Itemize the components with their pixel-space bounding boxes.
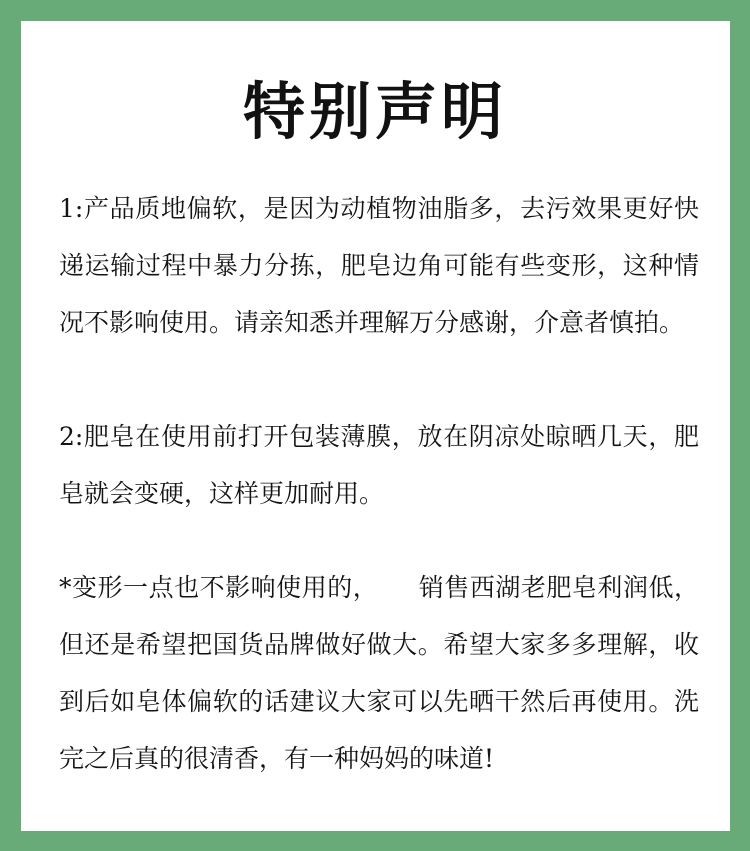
notice-paragraph-3-start: *变形一点也不影响使用的， [59, 573, 379, 602]
notice-paragraph-3-rest: 销售西湖老肥皂利润低，但还是希望把国货品牌做好做大。希望大家多多理解，收到后如皂体偏软的话建议大家可以先晒干然后再使用。洗完之后真的很清香，有一种妈妈的味道! [59, 573, 699, 773]
notice-paragraph-1: 1:产品质地偏软，是因为动植物油脂多，去污效果更好快递运输过程中暴力分拣，肥皂边角可能有些变形，这种情况不影响使用。请亲知悉并理解万分感谢，介意者慎拍。 [59, 194, 699, 337]
page-title: 特别声明 [242, 75, 507, 148]
notice-paragraph-3 [59, 559, 699, 787]
notice-paragraph-2: 2:肥皂在使用前打开包装薄膜，放在阴凉处晾晒几天，肥皂就会变硬，这样更加耐用。 [59, 422, 699, 508]
